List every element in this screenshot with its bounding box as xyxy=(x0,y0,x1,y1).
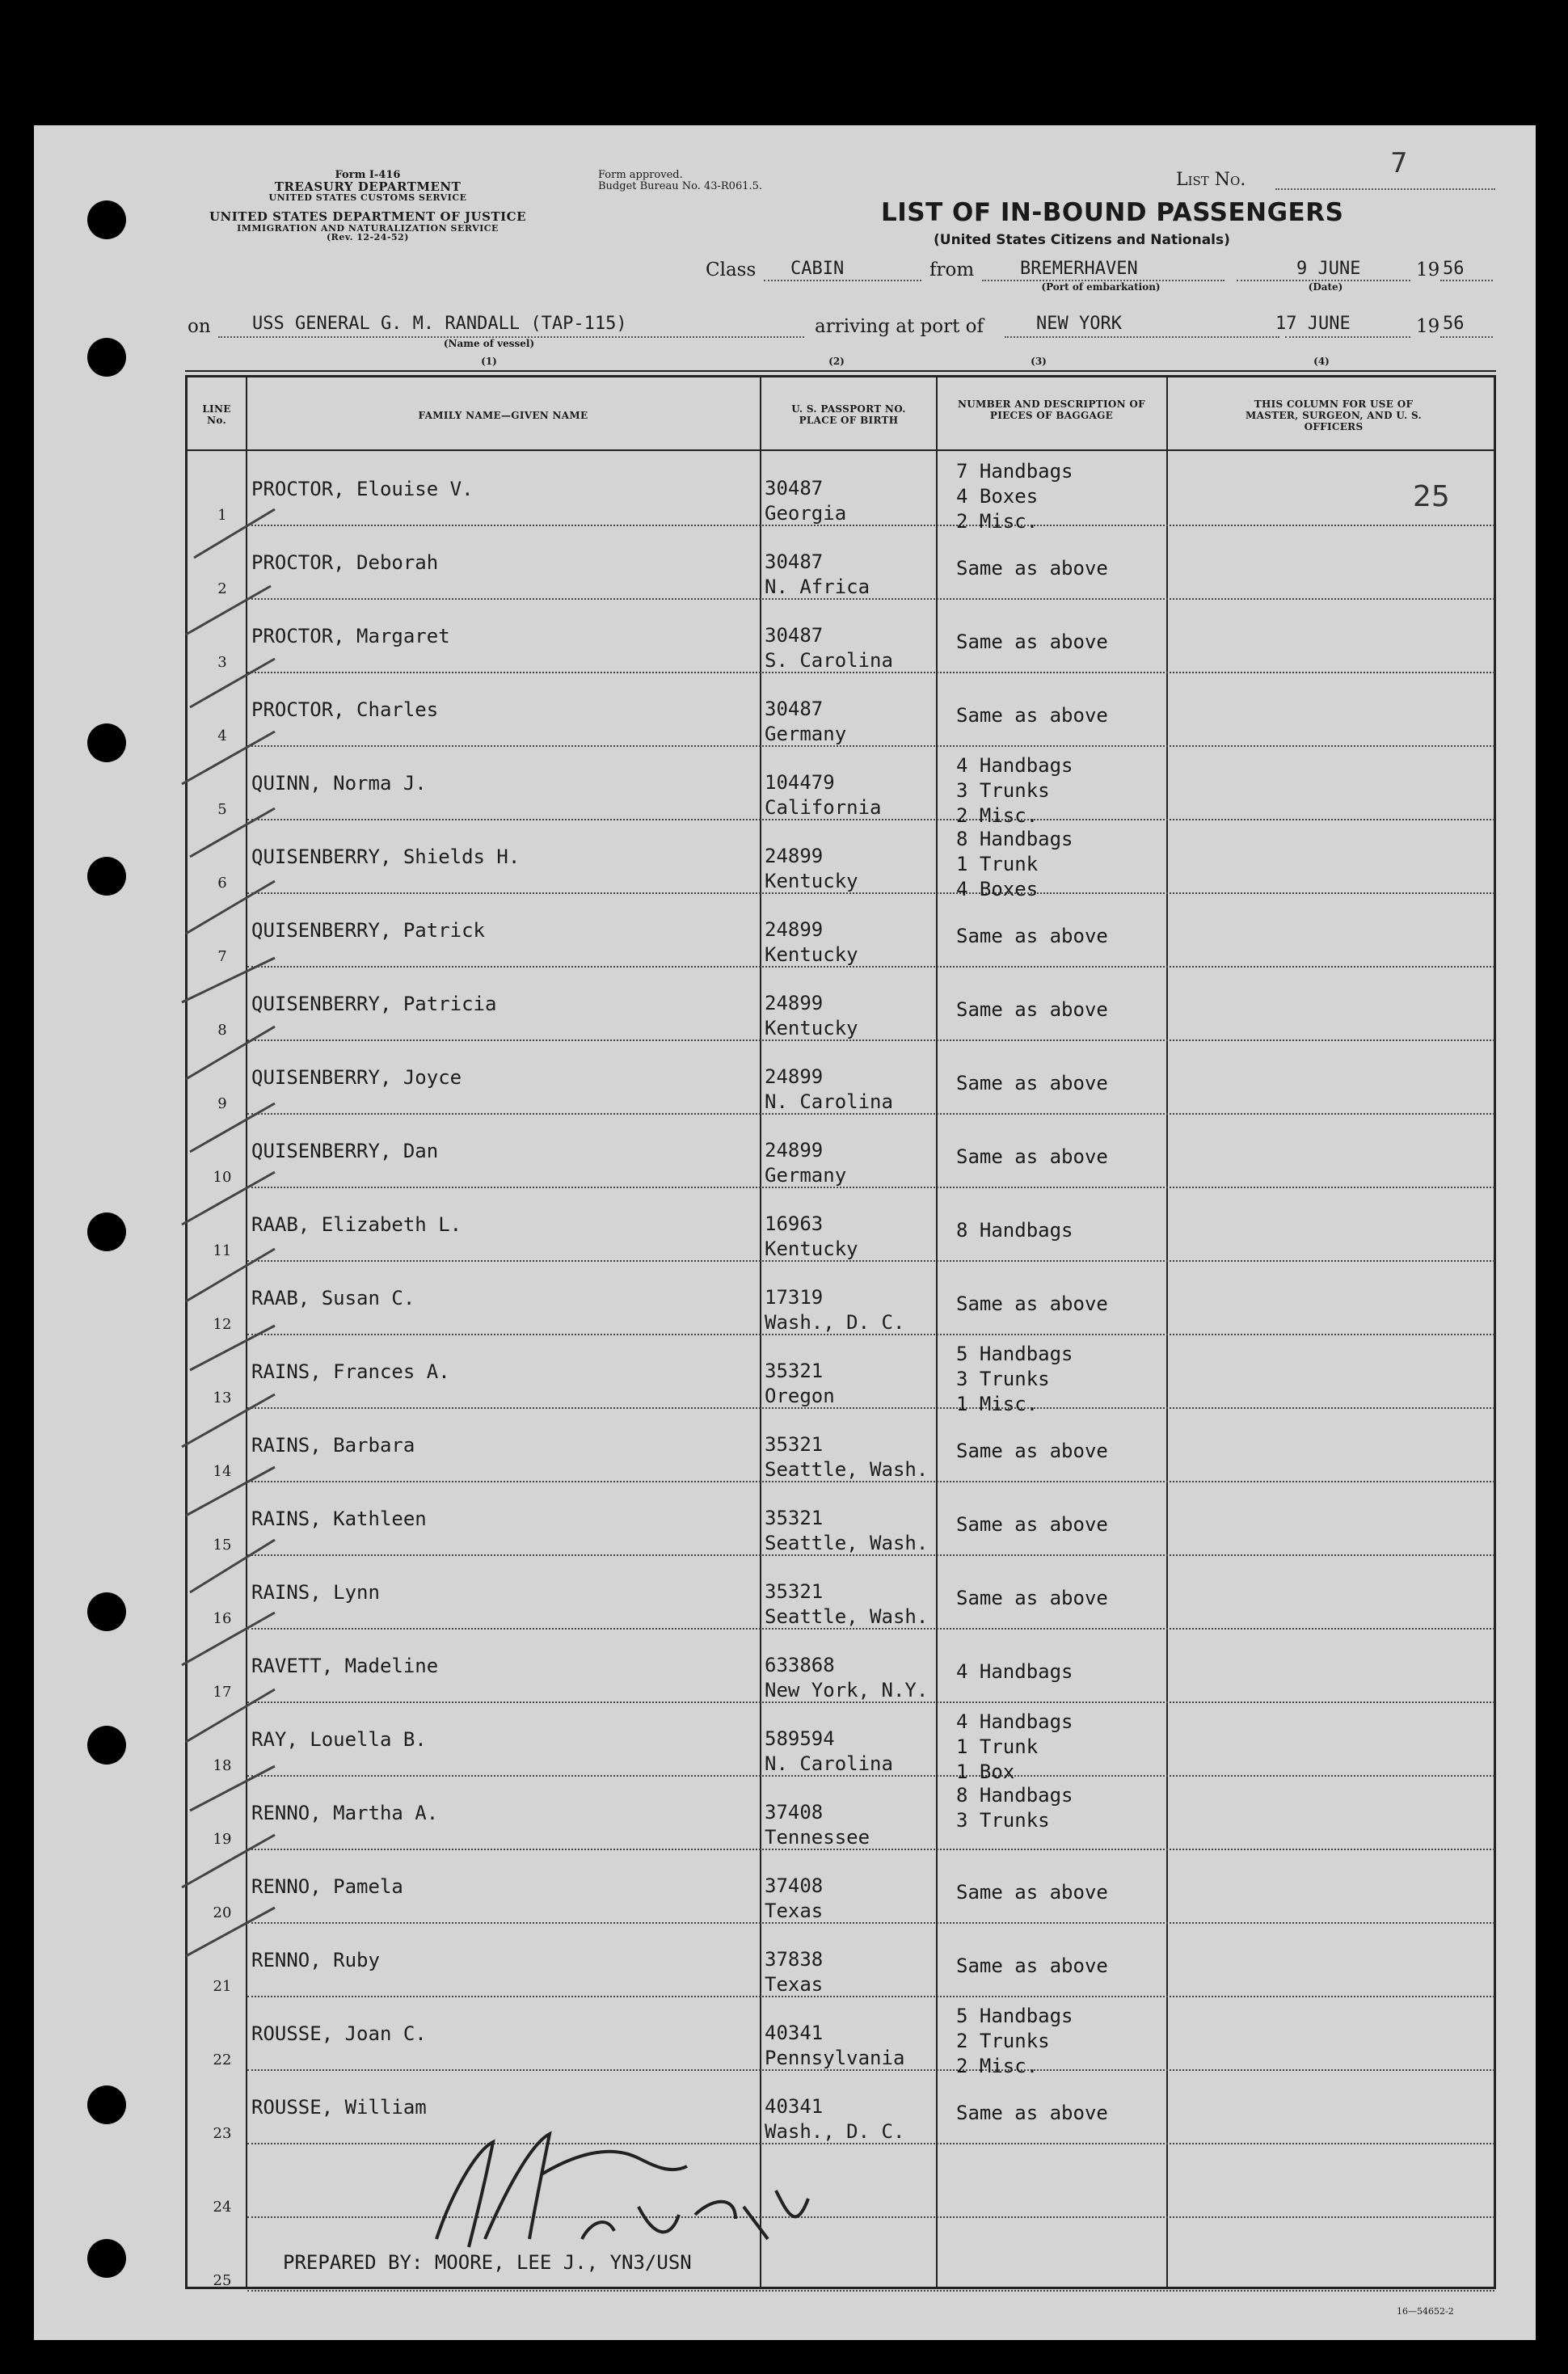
baggage-description: Same as above xyxy=(956,557,1108,580)
row-divider xyxy=(247,672,1494,673)
depart-year: 56 xyxy=(1443,259,1465,279)
passport-number: 35321 xyxy=(765,1580,824,1603)
baggage-description: 4 Handbags xyxy=(956,1660,1073,1683)
passport-number: 24899 xyxy=(765,992,824,1014)
passenger-name: RENNO, Pamela xyxy=(251,1875,403,1898)
line-number: 21 xyxy=(213,1978,232,1995)
passport-number: 40341 xyxy=(765,2022,824,2044)
form-number: Form I-416 xyxy=(335,169,401,181)
place-of-birth: Germany xyxy=(765,723,847,745)
place-of-birth: Wash., D. C. xyxy=(765,1311,905,1334)
passenger-name: QUINN, Norma J. xyxy=(251,772,427,795)
place-of-birth: Pennsylvania xyxy=(765,2047,905,2069)
passport-number: 24899 xyxy=(765,1139,824,1162)
baggage-description: Same as above xyxy=(956,1072,1108,1094)
line-number: 17 xyxy=(213,1684,232,1701)
arrive-day: 17 JUNE xyxy=(1275,314,1351,334)
budget-bureau: Budget Bureau No. 43-R061.5. xyxy=(598,180,763,193)
passenger-name: QUISENBERRY, Shields H. xyxy=(251,845,521,868)
col-divider-name xyxy=(760,375,761,2289)
place-of-birth: New York, N.Y. xyxy=(765,1679,929,1701)
row-divider xyxy=(247,1775,1494,1777)
line-number: 2 xyxy=(217,580,227,597)
punch-hole xyxy=(87,338,126,377)
row-divider xyxy=(247,892,1494,894)
row-divider xyxy=(247,1407,1494,1409)
place-of-birth: N. Carolina xyxy=(765,1090,893,1113)
passenger-name: RAINS, Barbara xyxy=(251,1434,415,1457)
passport-number: 24899 xyxy=(765,918,824,941)
baggage-description: 8 Handbags 1 Trunk 4 Boxes xyxy=(956,828,1073,900)
place-of-birth: Oregon xyxy=(765,1385,835,1407)
baggage-description: 4 Handbags 3 Trunks 2 Misc. xyxy=(956,754,1073,827)
passenger-name: PROCTOR, Margaret xyxy=(251,625,450,647)
passenger-name: ROUSSE, William xyxy=(251,2096,427,2119)
arrive-year-prefix: 19 xyxy=(1416,316,1440,337)
row-divider xyxy=(247,1334,1494,1335)
treasury-department: TREASURY DEPARTMENT xyxy=(274,179,462,194)
from-value: BREMERHAVEN xyxy=(1020,259,1138,279)
port-embarkation-caption: (Port of embarkation) xyxy=(1041,281,1161,293)
line-number: 6 xyxy=(217,875,227,892)
line-number: 16 xyxy=(213,1610,232,1627)
depart-day: 9 JUNE xyxy=(1296,259,1361,279)
baggage-description: 8 Handbags 3 Trunks xyxy=(956,1784,1073,1832)
customs-service: UNITED STATES CUSTOMS SERVICE xyxy=(268,192,467,204)
passport-number: 30487 xyxy=(765,698,824,720)
agency-header xyxy=(178,170,558,242)
arrive-year: 56 xyxy=(1443,314,1465,334)
passport-number: 30487 xyxy=(765,550,824,573)
col-divider-baggage xyxy=(1166,375,1168,2289)
place-of-birth: California xyxy=(765,796,882,819)
line-number: 19 xyxy=(213,1831,232,1848)
passenger-name: RAINS, Kathleen xyxy=(251,1507,427,1530)
row-divider xyxy=(247,1996,1494,1997)
passenger-name: QUISENBERRY, Dan xyxy=(251,1140,439,1162)
col-number-2: (2) xyxy=(828,356,845,367)
passenger-name: RAINS, Lynn xyxy=(251,1581,380,1604)
passport-number: 104479 xyxy=(765,771,835,794)
col-number-3: (3) xyxy=(1031,356,1047,367)
passenger-name: QUISENBERRY, Patricia xyxy=(251,993,497,1015)
line-number: 11 xyxy=(213,1242,232,1259)
line-number: 4 xyxy=(217,727,227,744)
officer-note: 25 xyxy=(1413,480,1450,513)
list-no-label: List No. xyxy=(1176,170,1246,190)
arrive-date-line xyxy=(1285,336,1410,338)
row-divider xyxy=(247,1260,1494,1262)
baggage-description: 5 Handbags 3 Trunks 1 Misc. xyxy=(956,1343,1073,1415)
passenger-name: PROCTOR, Charles xyxy=(251,698,439,721)
tally-marks xyxy=(145,485,291,2182)
row-divider xyxy=(247,1187,1494,1188)
passenger-name: RAY, Louella B. xyxy=(251,1728,427,1751)
punch-hole xyxy=(87,857,126,896)
passenger-name: RAVETT, Madeline xyxy=(251,1655,439,1677)
passenger-name: RENNO, Martha A. xyxy=(251,1802,439,1824)
baggage-description: Same as above xyxy=(956,704,1108,727)
place-of-birth: Seattle, Wash. xyxy=(765,1605,929,1628)
place-of-birth: Germany xyxy=(765,1164,847,1187)
baggage-description: Same as above xyxy=(956,2102,1108,2124)
row-divider xyxy=(247,1849,1494,1850)
line-number: 5 xyxy=(217,801,227,818)
place-of-birth: Kentucky xyxy=(765,870,858,892)
passport-number: 35321 xyxy=(765,1360,824,1382)
passport-number: 24899 xyxy=(765,845,824,867)
passenger-name: QUISENBERRY, Patrick xyxy=(251,919,485,942)
baggage-description: Same as above xyxy=(956,925,1108,947)
passport-number: 35321 xyxy=(765,1433,824,1456)
list-no-value: 7 xyxy=(1390,147,1408,179)
punch-hole xyxy=(87,723,126,762)
vessel-caption: (Name of vessel) xyxy=(443,338,535,349)
row-divider xyxy=(247,1554,1494,1556)
port-line xyxy=(1005,336,1279,338)
line-number: 12 xyxy=(213,1316,232,1333)
row-divider xyxy=(247,2069,1494,2071)
line-number: 1 xyxy=(217,507,227,524)
baggage-description: 8 Handbags xyxy=(956,1219,1073,1242)
col-number-1: (1) xyxy=(481,356,497,367)
place-of-birth: Seattle, Wash. xyxy=(765,1532,929,1554)
baggage-description: Same as above xyxy=(956,1587,1108,1609)
baggage-description: 5 Handbags 2 Trunks 2 Misc. xyxy=(956,2005,1073,2077)
line-number: 24 xyxy=(213,2199,232,2216)
baggage-description: Same as above xyxy=(956,1954,1108,1977)
line-number: 14 xyxy=(213,1463,232,1480)
vessel-name: USS GENERAL G. M. RANDALL (TAP-115) xyxy=(252,314,627,334)
baggage-description: Same as above xyxy=(956,1145,1108,1168)
passenger-name: RAAB, Elizabeth L. xyxy=(251,1213,462,1236)
passenger-name: RAINS, Frances A. xyxy=(251,1360,450,1383)
class-value: CABIN xyxy=(790,259,845,279)
baggage-description: Same as above xyxy=(956,1292,1108,1315)
place-of-birth: N. Africa xyxy=(765,576,870,598)
line-number: 15 xyxy=(213,1537,232,1554)
row-divider xyxy=(247,1039,1494,1041)
place-of-birth: S. Carolina xyxy=(765,649,893,672)
class-line xyxy=(764,280,921,281)
on-label: on xyxy=(188,316,211,337)
header-line-no: LINE No. xyxy=(202,403,231,426)
line-number: 20 xyxy=(213,1904,232,1921)
row-divider xyxy=(247,1481,1494,1482)
punch-hole xyxy=(87,2239,126,2278)
col-divider-passport xyxy=(936,375,938,2289)
passport-number: 37838 xyxy=(765,1948,824,1971)
punch-hole xyxy=(87,1212,126,1251)
line-number: 3 xyxy=(217,654,227,671)
passport-number: 589594 xyxy=(765,1727,835,1750)
punch-hole xyxy=(87,200,126,239)
row-divider xyxy=(247,1701,1494,1703)
header-passport: U. S. PASSPORT NO. PLACE OF BIRTH xyxy=(791,403,906,426)
place-of-birth: Kentucky xyxy=(765,943,858,966)
baggage-description: Same as above xyxy=(956,1440,1108,1462)
line-number: 10 xyxy=(213,1169,232,1186)
line-number: 8 xyxy=(217,1022,227,1039)
passenger-name: PROCTOR, Elouise V. xyxy=(251,478,474,500)
arrive-year-line xyxy=(1440,336,1493,338)
row-divider xyxy=(247,819,1494,820)
header-name: FAMILY NAME—GIVEN NAME xyxy=(418,410,588,421)
table-top-rule xyxy=(185,370,1496,372)
form-approval xyxy=(598,170,762,193)
line-number: 25 xyxy=(213,2272,232,2289)
place-of-birth: Kentucky xyxy=(765,1017,858,1039)
passenger-name: PROCTOR, Deborah xyxy=(251,551,439,574)
passport-number: 30487 xyxy=(765,624,824,647)
passport-number: 35321 xyxy=(765,1507,824,1529)
header-officers: THIS COLUMN FOR USE OF MASTER, SURGEON, AND U. S. OFFICERS xyxy=(1246,398,1422,432)
line-number: 13 xyxy=(213,1389,232,1406)
punch-hole xyxy=(87,1592,126,1631)
line-number: 23 xyxy=(213,2125,232,2142)
punch-hole xyxy=(87,1726,126,1765)
row-divider xyxy=(247,1113,1494,1115)
form-revision: (Rev. 12-24-52) xyxy=(326,232,410,243)
place-of-birth: Texas xyxy=(765,1973,824,1996)
list-no-line xyxy=(1275,188,1495,190)
row-divider xyxy=(247,1922,1494,1924)
passport-number: 17319 xyxy=(765,1286,824,1309)
passport-number: 24899 xyxy=(765,1065,824,1088)
row-divider xyxy=(247,2290,1494,2292)
passport-number: 37408 xyxy=(765,1801,824,1824)
row-divider xyxy=(247,525,1494,526)
passenger-name: RAAB, Susan C. xyxy=(251,1287,415,1309)
line-number: 22 xyxy=(213,2051,232,2068)
passport-number: 30487 xyxy=(765,477,824,500)
place-of-birth: Wash., D. C. xyxy=(765,2120,905,2143)
arriving-label: arriving at port of xyxy=(815,316,984,337)
row-divider xyxy=(247,598,1494,600)
line-number: 18 xyxy=(213,1757,232,1774)
line-number: 7 xyxy=(217,948,227,965)
baggage-description: Same as above xyxy=(956,630,1108,653)
date-caption: (Date) xyxy=(1308,281,1343,293)
baggage-description: Same as above xyxy=(956,1513,1108,1536)
header-rule xyxy=(185,449,1496,451)
justice-department: UNITED STATES DEPARTMENT OF JUSTICE xyxy=(209,209,527,224)
footer-code: 16—54652-2 xyxy=(1397,2306,1454,2317)
depart-year-prefix: 19 xyxy=(1416,259,1440,280)
line-number: 9 xyxy=(217,1095,227,1112)
passenger-name: QUISENBERRY, Joyce xyxy=(251,1066,462,1089)
form-title: LIST OF IN-BOUND PASSENGERS xyxy=(881,198,1344,227)
from-label: from xyxy=(929,259,975,280)
place-of-birth: Seattle, Wash. xyxy=(765,1458,929,1481)
passport-number: 37408 xyxy=(765,1874,824,1897)
handwritten-signature xyxy=(428,2118,849,2263)
place-of-birth: Kentucky xyxy=(765,1238,858,1260)
baggage-description: Same as above xyxy=(956,998,1108,1021)
place-of-birth: Texas xyxy=(765,1900,824,1922)
header-baggage: NUMBER AND DESCRIPTION OF PIECES OF BAGGAGE xyxy=(957,398,1145,421)
form-subtitle: (United States Citizens and Nationals) xyxy=(934,232,1230,248)
ins-service: IMMIGRATION AND NATURALIZATION SERVICE xyxy=(237,222,499,234)
passenger-name: RENNO, Ruby xyxy=(251,1949,380,1971)
place-of-birth: Tennessee xyxy=(765,1826,870,1849)
form-approved: Form approved. xyxy=(598,169,683,181)
place-of-birth: N. Carolina xyxy=(765,1752,893,1775)
passenger-name: ROUSSE, Joan C. xyxy=(251,2022,427,2045)
baggage-description: 7 Handbags 4 Boxes 2 Misc. xyxy=(956,460,1073,533)
depart-year-line xyxy=(1440,280,1493,281)
passport-number: 16963 xyxy=(765,1212,824,1235)
prepared-by: PREPARED BY: MOORE, LEE J., YN3/USN xyxy=(283,2251,692,2274)
place-of-birth: Georgia xyxy=(765,502,847,525)
punch-hole xyxy=(87,2085,126,2124)
row-divider xyxy=(247,966,1494,968)
baggage-description: 4 Handbags 1 Trunk 1 Box xyxy=(956,1710,1073,1783)
row-divider xyxy=(247,745,1494,747)
arrival-port: NEW YORK xyxy=(1036,314,1122,334)
row-divider xyxy=(247,1628,1494,1630)
passport-number: 40341 xyxy=(765,2095,824,2118)
col-number-4: (4) xyxy=(1313,356,1330,367)
baggage-description: Same as above xyxy=(956,1881,1108,1904)
class-label: Class xyxy=(706,259,757,280)
passport-number: 633868 xyxy=(765,1654,835,1676)
